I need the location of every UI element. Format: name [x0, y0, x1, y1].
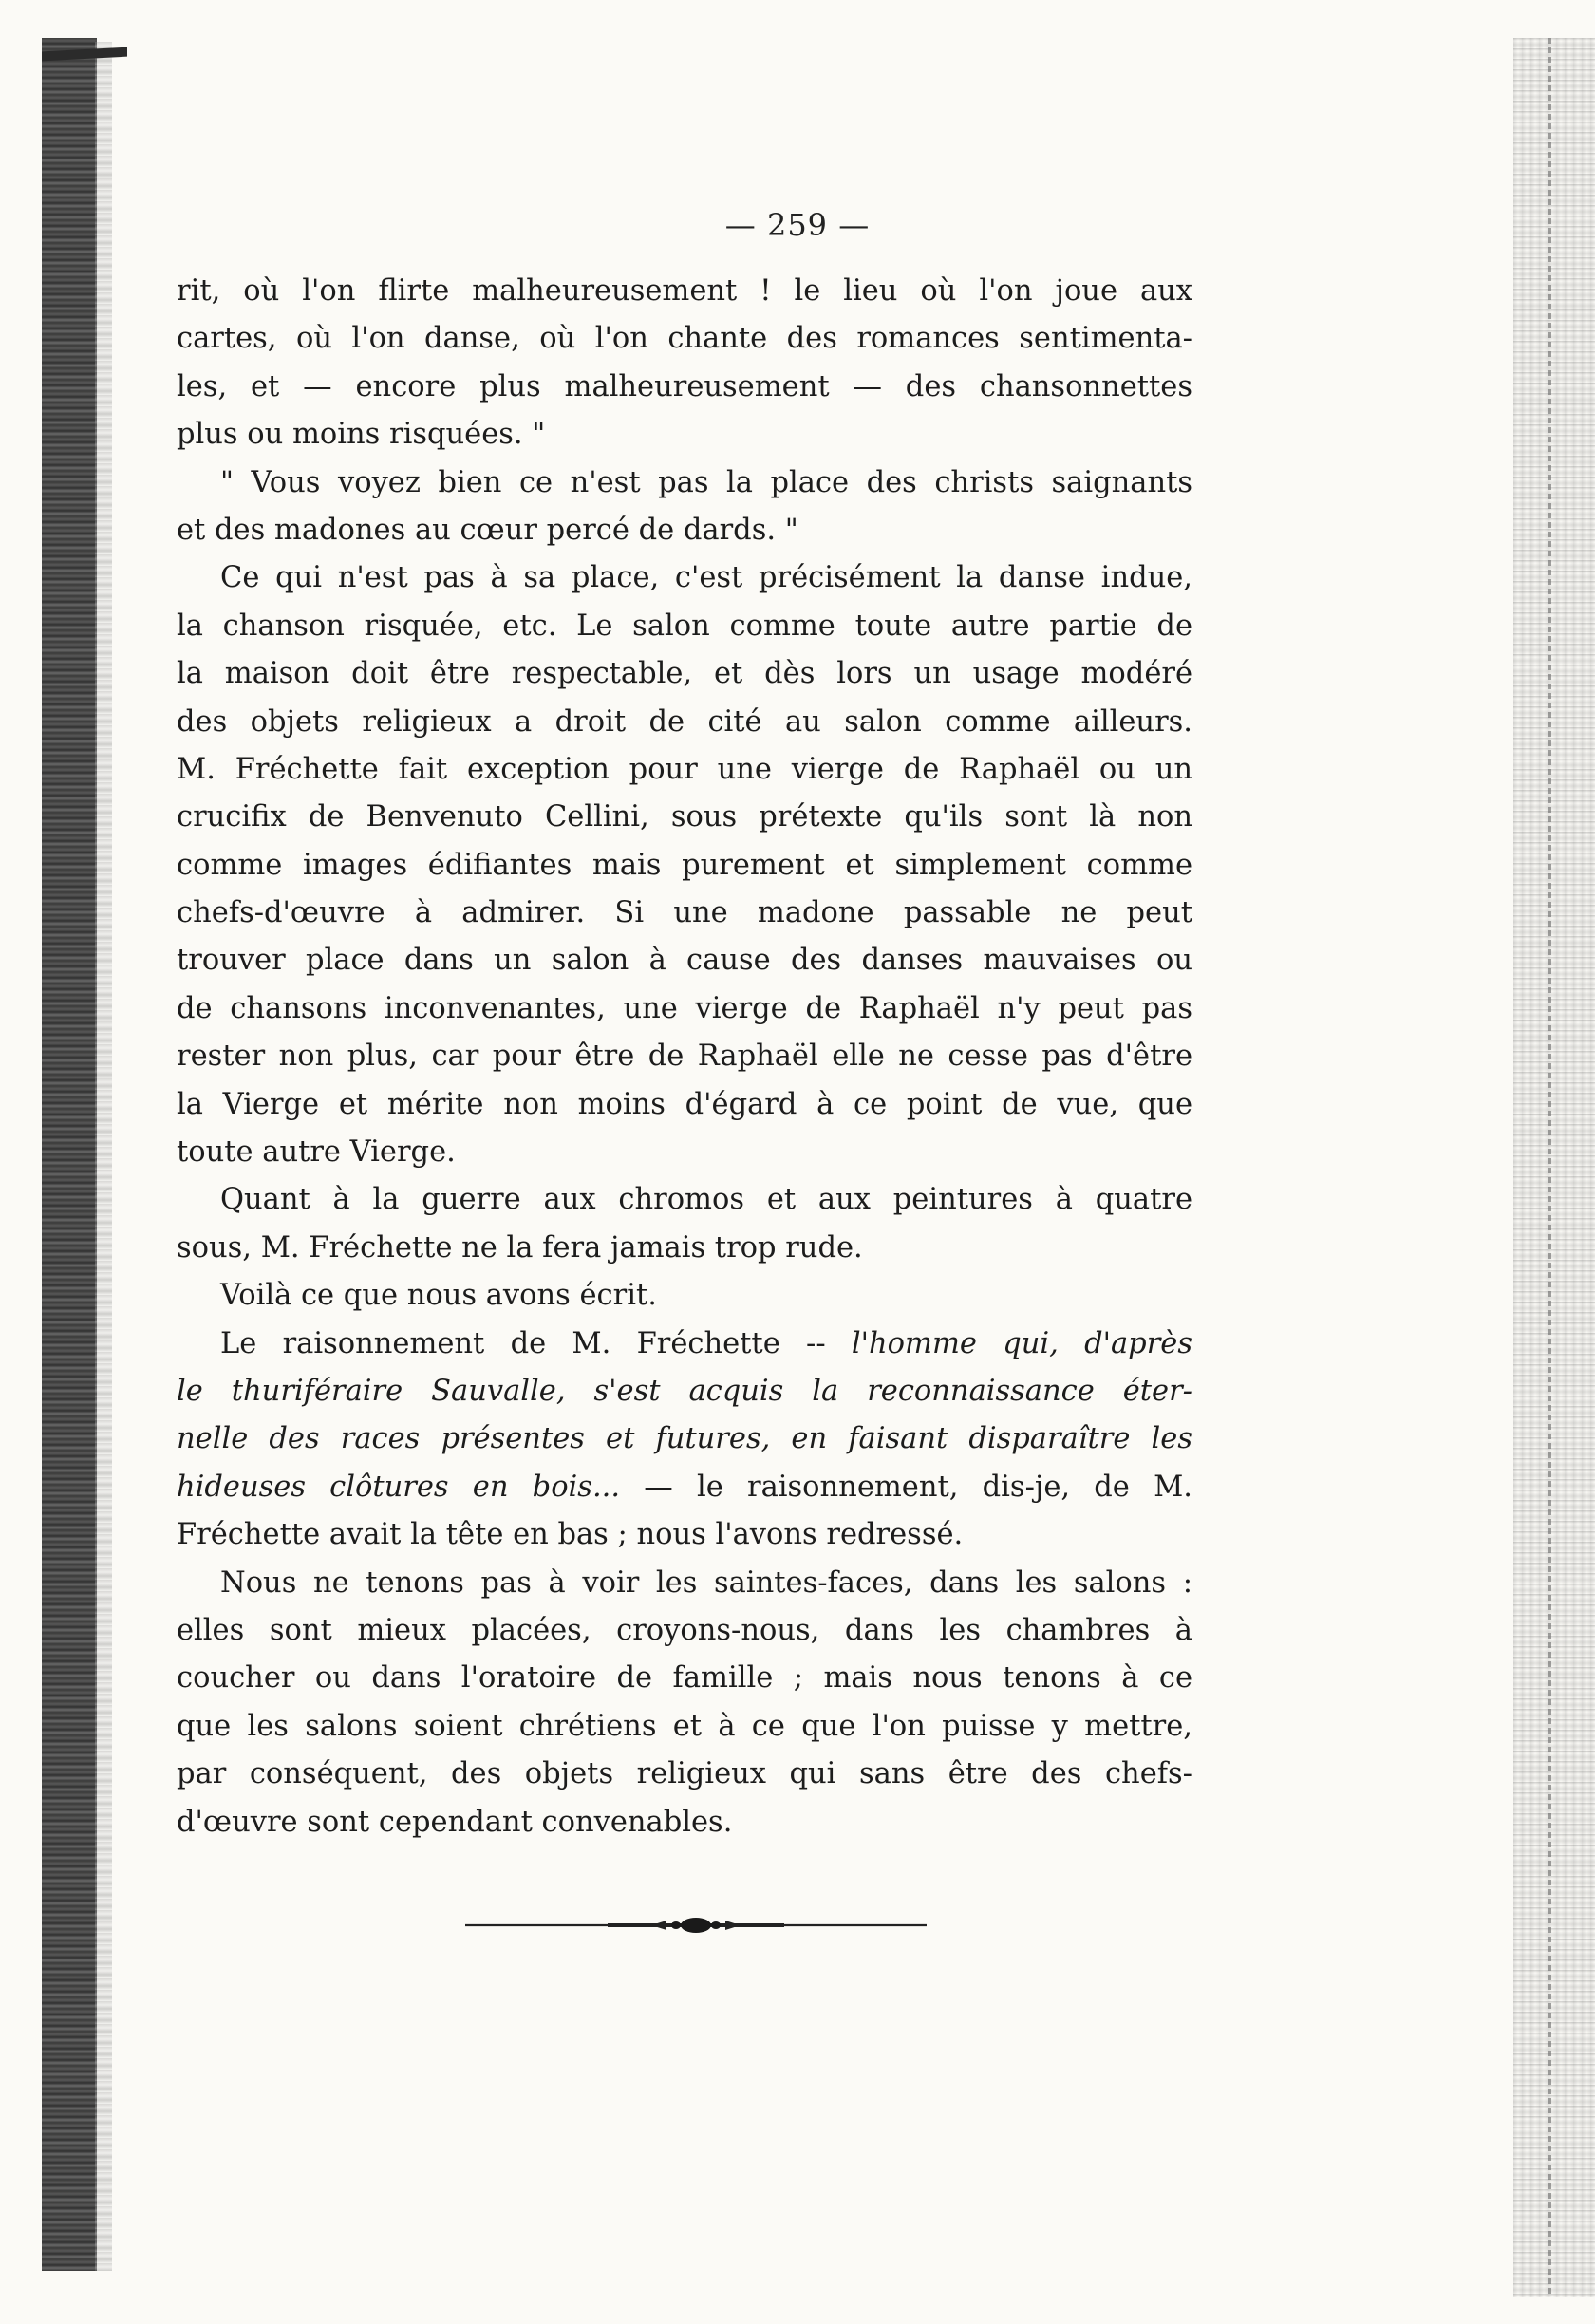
text-run: — le raisonnement, dis-je, de M.	[620, 1470, 1192, 1504]
text-line: Nous ne tenons pas à voir les saintes-faces, dans les salons :	[220, 1565, 1192, 1600]
page-edge-texture	[1513, 38, 1595, 2297]
text-line: " Vous voyez bien ce n'est pas la place des christs saignants	[220, 465, 1192, 499]
text-line: M. Fréchette fait exception pour une vierge de Raphaël ou un	[177, 752, 1192, 786]
text-line	[177, 1415, 1192, 1463]
text-line: plus ou moins risquées. "	[177, 418, 546, 452]
text-line: toute autre Vierge.	[177, 1135, 456, 1170]
italic-run: nelle des races présentes et futures, en faisant disparaître les	[177, 1422, 1192, 1456]
body-text	[177, 268, 1192, 1846]
text-line: par conséquent, des objets religieux qui sans être des chefs-	[177, 1757, 1192, 1791]
text-line	[177, 1464, 1192, 1511]
italic-run: le thuriféraire Sauvalle, s'est acquis la reconnaissance éter-	[177, 1374, 1192, 1408]
text-line: comme images édifiantes mais purement et simplement comme	[177, 848, 1192, 882]
text-line: les, et — encore plus malheureusement — des chansonnettes	[177, 369, 1192, 403]
text-line	[177, 1321, 1192, 1368]
text-line: sous, M. Fréchette ne la fera jamais trop rude.	[177, 1230, 863, 1265]
page-edge-line	[1548, 38, 1551, 2297]
text-line: de chansons inconvenantes, une vierge de Raphaël n'y peut pas	[177, 991, 1192, 1025]
text-line: que les salons soient chrétiens et à ce que l'on puisse y mettre,	[177, 1709, 1192, 1743]
text-run: Le raisonnement de M. Fréchette --	[220, 1326, 852, 1360]
text-run: Fréchette avait la tête en bas ; nous l'avons redressé.	[177, 1518, 964, 1552]
text-line: Ce qui n'est pas à sa place, c'est précisément la danse indue,	[220, 561, 1192, 595]
text-line: la Vierge et mérite non moins d'égard à ce point de vue, que	[177, 1087, 1192, 1121]
page-number: — 259 —	[724, 207, 871, 243]
text-line	[177, 1368, 1192, 1415]
text-line: d'œuvre sont cependant convenables.	[177, 1805, 733, 1839]
text-line: coucher ou dans l'oratoire de famille ; mais nous tenons à ce	[177, 1661, 1192, 1696]
italic-run: l'homme qui, d'après	[851, 1326, 1192, 1360]
text-line: crucifix de Benvenuto Cellini, sous prétexte qu'ils sont là non	[177, 800, 1192, 834]
text-line: cartes, où l'on danse, où l'on chante des romances sentimenta-	[177, 322, 1192, 356]
ornamental-rule	[465, 1916, 927, 1935]
text-line: Quant à la guerre aux chromos et aux peintures à quatre	[220, 1183, 1192, 1217]
text-line	[177, 1511, 1192, 1559]
text-line: trouver place dans un salon à cause des danses mauvaises ou	[177, 944, 1192, 978]
text-line: chefs-d'œuvre à admirer. Si une madone passable ne peut	[177, 896, 1192, 930]
italic-run: hideuses clôtures en bois...	[177, 1470, 621, 1504]
text-line: des objets religieux a droit de cité au salon comme ailleurs.	[177, 704, 1192, 739]
binding-shadow	[95, 42, 112, 2271]
text-line: elles sont mieux placées, croyons-nous, dans les chambres à	[177, 1613, 1192, 1647]
text-line: Voilà ce que nous avons écrit.	[220, 1279, 657, 1313]
text-line: rit, où l'on flirte malheureusement ! le lieu où l'on joue aux	[177, 274, 1192, 308]
text-line: la chanson risquée, etc. Le salon comme toute autre partie de	[177, 609, 1192, 643]
binding-edge	[42, 38, 97, 2271]
text-line: rester non plus, car pour être de Raphaël elle ne cesse pas d'être	[177, 1040, 1192, 1074]
text-line: la maison doit être respectable, et dès lors un usage modéré	[177, 657, 1192, 691]
text-line: et des madones au cœur percé de dards. "	[177, 513, 798, 547]
